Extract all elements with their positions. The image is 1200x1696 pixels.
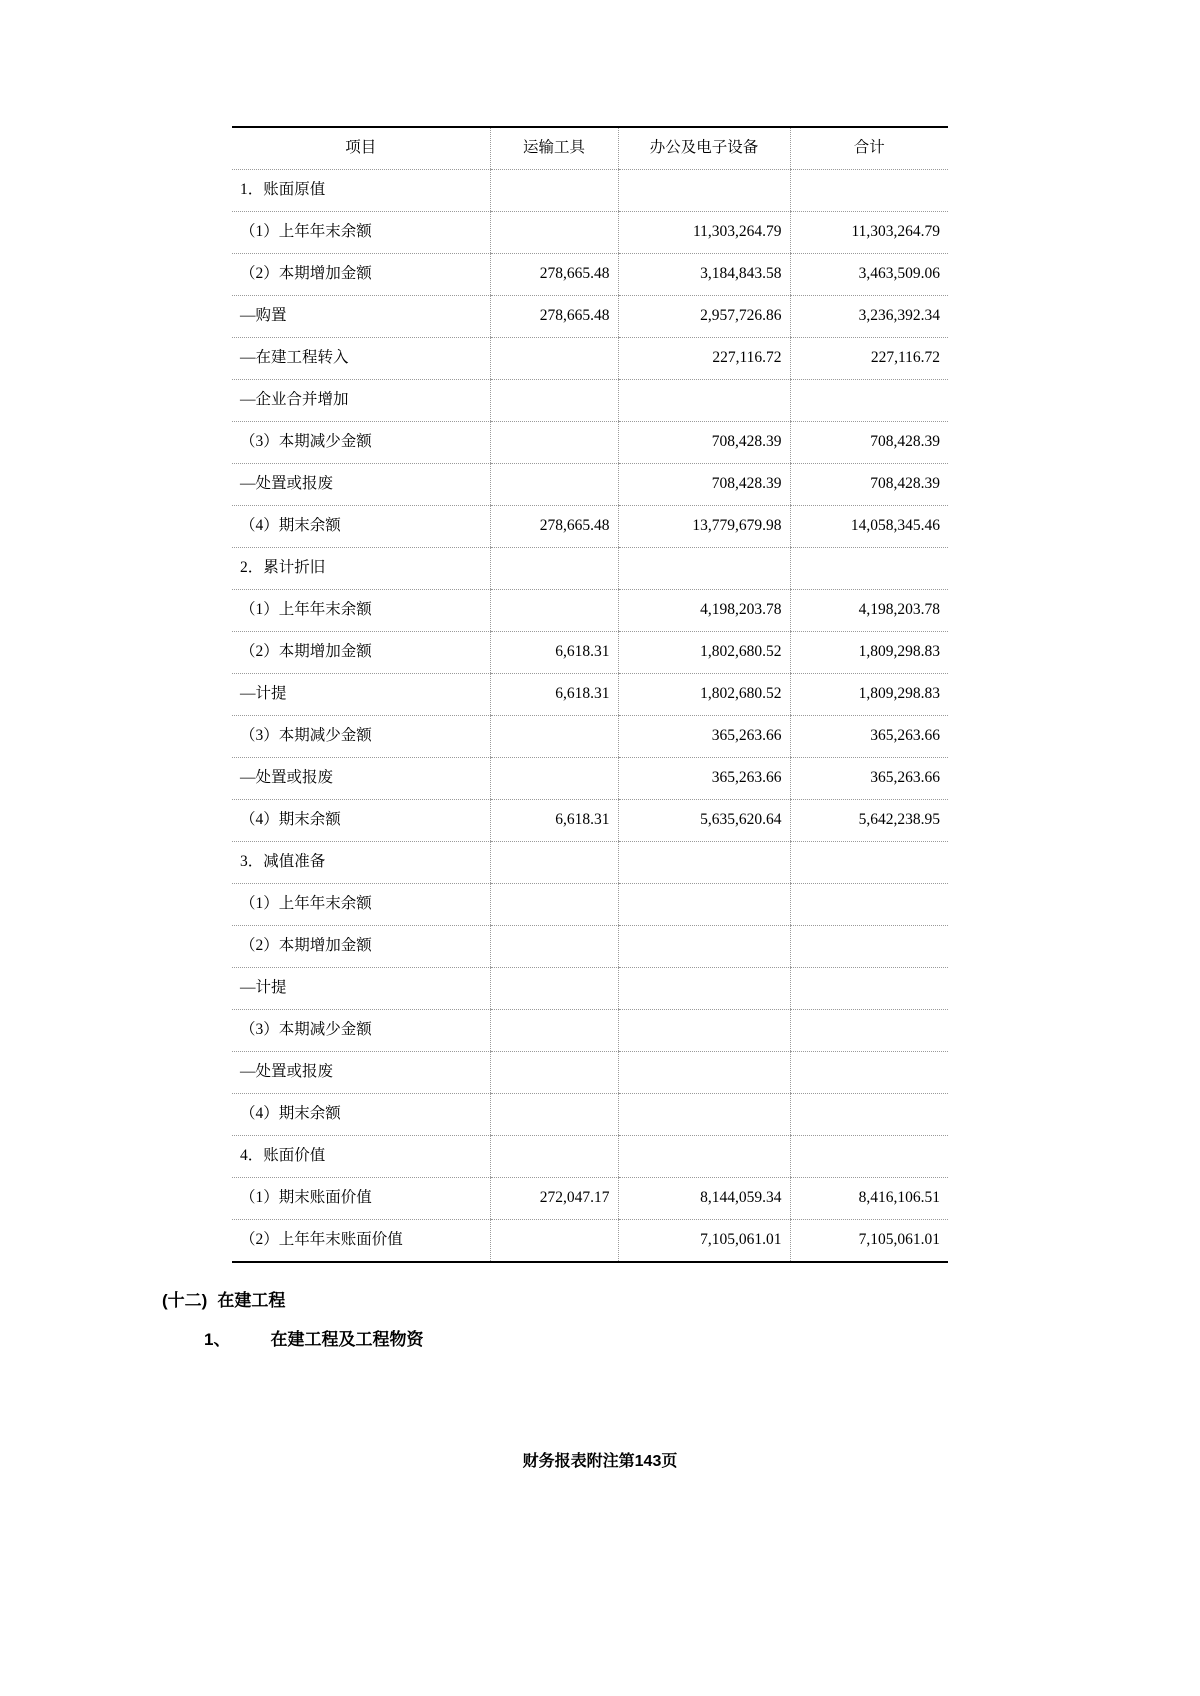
row-value [790,1052,948,1094]
row-label: —企业合并增加 [232,380,490,422]
row-value: 1,802,680.52 [618,632,790,674]
row-value [490,422,618,464]
table-row [232,548,948,590]
row-value [618,170,790,212]
row-value: 708,428.39 [790,464,948,506]
row-label: （2）本期增加金额 [232,254,490,296]
row-value [618,380,790,422]
table-row [232,170,948,212]
row-value: 708,428.39 [618,422,790,464]
row-value [790,842,948,884]
subsection-number: 1、 [204,1330,231,1349]
row-value: 4,198,203.78 [790,590,948,632]
row-value: 14,058,345.46 [790,506,948,548]
row-value: 1,809,298.83 [790,674,948,716]
row-value [618,1052,790,1094]
page-footer [0,1448,1200,1471]
row-value: 5,635,620.64 [618,800,790,842]
table-row [232,464,948,506]
row-value: 227,116.72 [618,338,790,380]
row-value [790,1094,948,1136]
row-value [490,590,618,632]
table-row [232,758,948,800]
row-value: 1,802,680.52 [618,674,790,716]
row-label: （2）上年年末账面价值 [240,1231,403,1249]
row-value [490,1094,618,1136]
table-row [232,1010,948,1052]
table-row [232,1178,948,1220]
row-value: 272,047.17 [490,1178,618,1220]
table-row [232,716,948,758]
row-value [490,338,618,380]
row-label: —处置或报废 [232,1052,490,1094]
row-value: 708,428.39 [618,464,790,506]
row-label: （1）上年年末余额 [232,590,490,632]
row-label: （1）上年年末余额 [232,884,490,926]
row-label: （4）期末余额 [232,800,490,842]
table-row [232,1094,948,1136]
footer-text: 财务报表附注 [522,1453,619,1470]
column-header: 项目 [232,128,490,170]
row-value: 7,105,061.01 [618,1220,790,1262]
row-value [790,170,948,212]
column-header: 合计 [790,128,948,170]
row-label: （4）期末余额 [232,506,490,548]
row-value: 5,642,238.95 [790,800,948,842]
row-value [618,884,790,926]
row-value [618,548,790,590]
table-row [232,254,948,296]
row-value [490,758,618,800]
table-row [232,338,948,380]
table-row [232,632,948,674]
section-number: (十二) [162,1291,208,1310]
table-row [232,296,948,338]
row-label: —计提 [232,674,490,716]
table-row [232,884,948,926]
row-label: —在建工程转入 [232,338,490,380]
table-row [232,1220,948,1262]
row-value: 278,665.48 [490,254,618,296]
row-label: 3．减值准备 [232,842,490,884]
row-value [490,926,618,968]
row-label: —购置 [232,296,490,338]
row-value: 11,303,264.79 [790,212,948,254]
row-label: （4）期末余额 [232,1094,490,1136]
table-row [232,422,948,464]
row-value: 6,618.31 [490,800,618,842]
row-value [490,464,618,506]
row-value [618,968,790,1010]
table-bottom-rule [232,1261,948,1263]
row-value [490,1136,618,1178]
subsection-title: 在建工程及工程物资 [270,1330,424,1349]
fixed-assets-table-container [232,126,948,1263]
table-row [232,674,948,716]
row-label: 1．账面原值 [232,170,490,212]
row-value [790,548,948,590]
row-value [790,380,948,422]
row-value [790,926,948,968]
row-value [790,968,948,1010]
row-label: （2）本期增加金额 [232,926,490,968]
table-header-row [232,128,948,170]
row-label: —处置或报废 [232,758,490,800]
table-row [232,926,948,968]
row-value: 227,116.72 [790,338,948,380]
table-row [232,842,948,884]
table-row [232,968,948,1010]
row-value: 6,618.31 [490,632,618,674]
row-value [490,968,618,1010]
table-row [232,506,948,548]
table-row [232,380,948,422]
table-row [232,212,948,254]
row-value: 3,236,392.34 [790,296,948,338]
section-title: 在建工程 [217,1291,286,1310]
row-label: （3）本期减少金额 [232,1010,490,1052]
row-value: 365,263.66 [618,716,790,758]
row-label: （3）本期减少金额 [232,716,490,758]
row-value: 13,779,679.98 [618,506,790,548]
row-label: （2）本期增加金额 [232,632,490,674]
row-value [490,1010,618,1052]
row-value: 2,957,726.86 [618,296,790,338]
row-value: 3,463,509.06 [790,254,948,296]
row-value [790,884,948,926]
row-value: 6,618.31 [490,674,618,716]
row-value [618,926,790,968]
row-label: —计提 [232,968,490,1010]
row-value: 365,263.66 [790,758,948,800]
row-value: 3,184,843.58 [618,254,790,296]
row-value: 8,144,059.34 [618,1178,790,1220]
row-value: 365,263.66 [618,758,790,800]
row-value [490,716,618,758]
row-value: 278,665.48 [490,296,618,338]
row-value [790,1136,948,1178]
table-row [232,1136,948,1178]
row-value: 1,809,298.83 [790,632,948,674]
row-value: 8,416,106.51 [790,1178,948,1220]
row-value [490,1220,618,1262]
footer-page-number: 第143页 [618,1453,678,1470]
table-row [232,1052,948,1094]
subsection-heading-one [204,1325,423,1350]
row-value [490,1052,618,1094]
fixed-assets-table [232,128,948,1261]
row-value [490,884,618,926]
row-value [490,212,618,254]
row-label: （3）本期减少金额 [232,422,490,464]
row-value [618,1136,790,1178]
row-value: 4,198,203.78 [618,590,790,632]
row-value: 708,428.39 [790,422,948,464]
table-body [232,128,948,1261]
row-value: 7,105,061.01 [790,1220,948,1262]
row-value [490,380,618,422]
row-value: 278,665.48 [490,506,618,548]
row-value [618,1094,790,1136]
table-row [232,800,948,842]
row-label: 2．累计折旧 [232,548,490,590]
row-label: （1）期末账面价值 [232,1178,490,1220]
row-label: —处置或报废 [232,464,490,506]
row-value [618,1010,790,1052]
section-heading-twelve [162,1286,285,1311]
table-row [232,590,948,632]
row-value [490,548,618,590]
column-header: 办公及电子设备 [618,128,790,170]
row-value [790,1010,948,1052]
row-label: 4．账面价值 [232,1136,490,1178]
row-value: 365,263.66 [790,716,948,758]
row-label: （1）上年年末余额 [232,212,490,254]
row-value: 11,303,264.79 [618,212,790,254]
row-value [490,170,618,212]
row-value [618,842,790,884]
row-value [490,842,618,884]
column-header: 运输工具 [490,128,618,170]
